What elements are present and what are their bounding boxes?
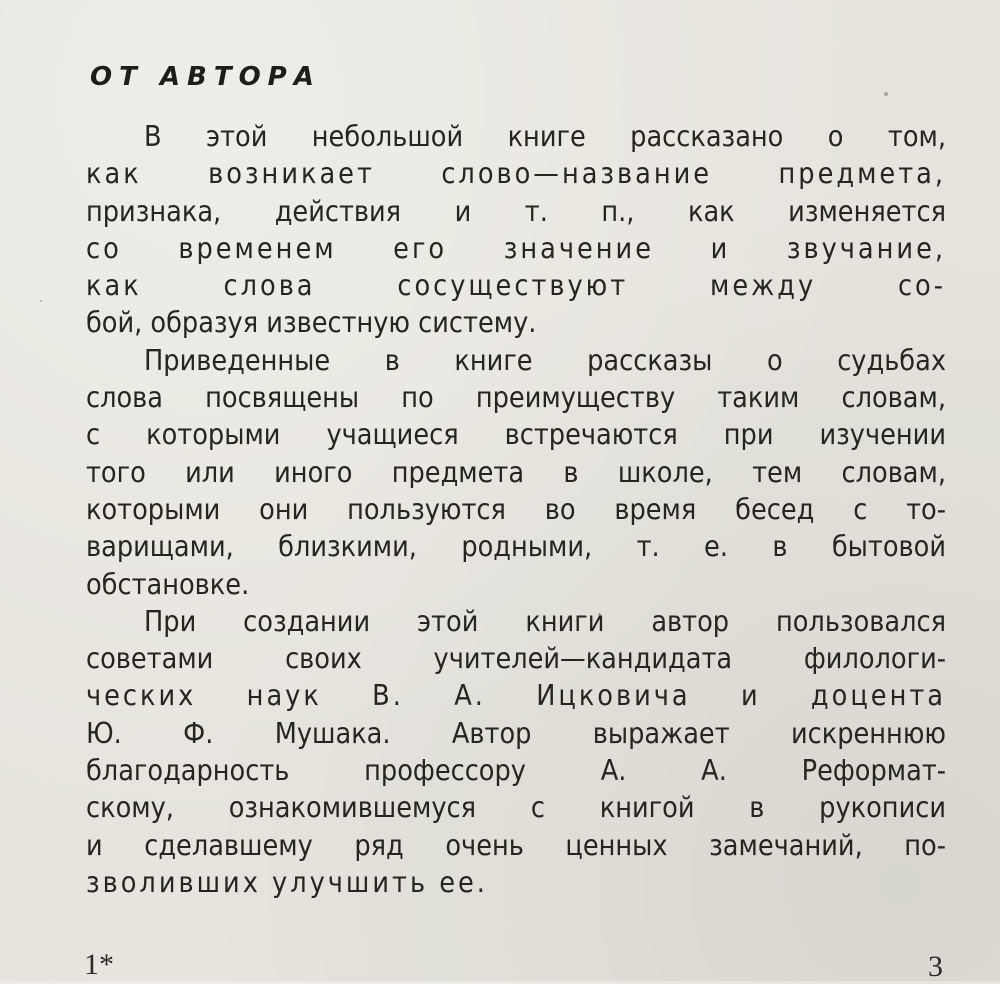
paragraph-3-line-7: и сделавшему ряд очень ценных замечаний, по-	[86, 828, 946, 862]
paper-speck	[598, 613, 601, 616]
paper-speck	[40, 300, 42, 302]
paragraph-2-line-1: Приведенные в книге рассказы о судьбах	[144, 343, 946, 377]
paragraph-2-line-5: которыми они пользуются во время бесед с то-	[86, 492, 946, 526]
paragraph-1-line-6: бой, образуя известную систему.	[86, 306, 537, 340]
paragraph-3-line-4: Ю. Ф. Мушака. Автор выражает искреннюю	[86, 716, 946, 750]
paragraph-3-line-1: При создании этой книги автор пользовался	[144, 604, 946, 638]
paragraph-3-line-5: благодарность профессору А. А. Реформат-	[86, 754, 946, 788]
paragraph-1-line-5: как слова сосуществуют между со-	[86, 269, 946, 303]
paragraph-2-line-6: варищами, близкими, родными, т. е. в бытовой	[86, 530, 946, 564]
paragraph-2-line-4: того или иного предмета в школе, тем словам,	[86, 455, 946, 489]
body-text	[86, 118, 946, 901]
paragraph-3-line-2: советами своих учителей—кандидата филологи-	[86, 642, 946, 676]
paragraph-3-line-8: зволивших улучшить ее.	[86, 865, 488, 899]
paper-speck	[884, 92, 888, 96]
paragraph-1-line-2: как возникает слово—название предмета,	[86, 157, 946, 191]
paragraph-3-line-6: скому, ознакомившемуся с книгой в рукописи	[86, 791, 946, 825]
page-number: 3	[928, 950, 943, 983]
paragraph-3-line-3: ческих наук В. А. Ицковича и доцента	[86, 679, 946, 713]
paragraph-2-line-7: обстановке.	[86, 567, 250, 601]
paragraph-2-line-3: с которыми учащиеся встречаются при изучении	[86, 418, 946, 452]
paragraph-1-line-1: В этой небольшой книге рассказано о том,	[144, 120, 946, 153]
page-heading: ОТ АВТОРА	[90, 62, 321, 92]
signature-mark: 1*	[84, 948, 114, 981]
paragraph-1-line-4: со временем его значение и звучание,	[86, 231, 946, 265]
paragraph-1-line-3: признака, действия и т. п., как изменяется	[86, 194, 946, 228]
paragraph-2-line-2: слова посвящены по преимуществу таким словам,	[86, 381, 946, 415]
